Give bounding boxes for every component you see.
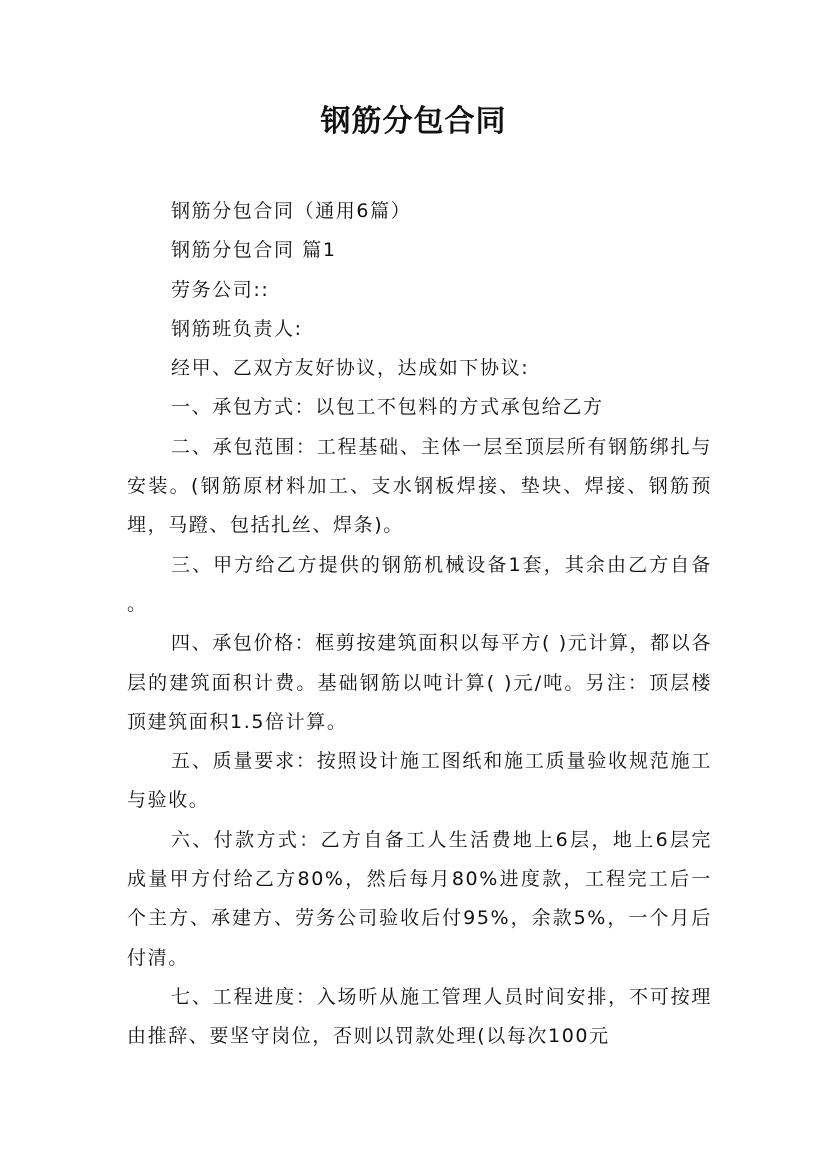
document-body xyxy=(127,192,712,1057)
section-heading: 钢筋分包合同 篇1 xyxy=(171,239,337,262)
clause-4-price: 四、承包价格：框剪按建筑面积以每平方( )元计算，都以各层的建筑面积计费。基础钢筋以吨计算( )元/吨。另注：顶层楼顶建筑面积1.5倍计算。 xyxy=(127,632,712,733)
clause-6-payment: 六、付款方式：乙方自备工人生活费地上6层，地上6层完成量甲方付给乙方80%，然后每月80%进度款，工程完工后一个主方、承建方、劳务公司验收后付95%，余款5%，一个月后付清。 xyxy=(127,828,712,969)
party-team-leader: 钢筋班负责人: xyxy=(171,317,303,340)
agreement-intro: 经甲、乙双方友好协议，达成如下协议: xyxy=(171,357,530,380)
clause-2-contract-scope: 二、承包范围：工程基础、主体一层至顶层所有钢筋绑扎与安装。(钢筋原材料加工、支水钢板焊接、垫块、焊接、钢筋预埋，马蹬、包括扎丝、焊条)。 xyxy=(127,435,712,537)
document-title: 钢筋分包合同 xyxy=(320,104,507,139)
clause-7-schedule: 七、工程进度：入场听从施工管理人员时间安排，不可按理由推辞、要坚守岗位，否则以罚款处理(以每次100元 xyxy=(127,985,712,1048)
party-labor-company: 劳务公司:: xyxy=(171,278,270,301)
clause-5-quality: 五、质量要求：按照设计施工图纸和施工质量验收规范施工与验收。 xyxy=(127,750,712,812)
clause-3-equipment: 三、甲方给乙方提供的钢筋机械设备1套，其余由乙方自备。 xyxy=(127,553,712,615)
subtitle-line: 钢筋分包合同（通用6篇） xyxy=(171,200,412,222)
clause-1-contract-method: 一、承包方式：以包工不包料的方式承包给乙方 xyxy=(171,396,604,419)
